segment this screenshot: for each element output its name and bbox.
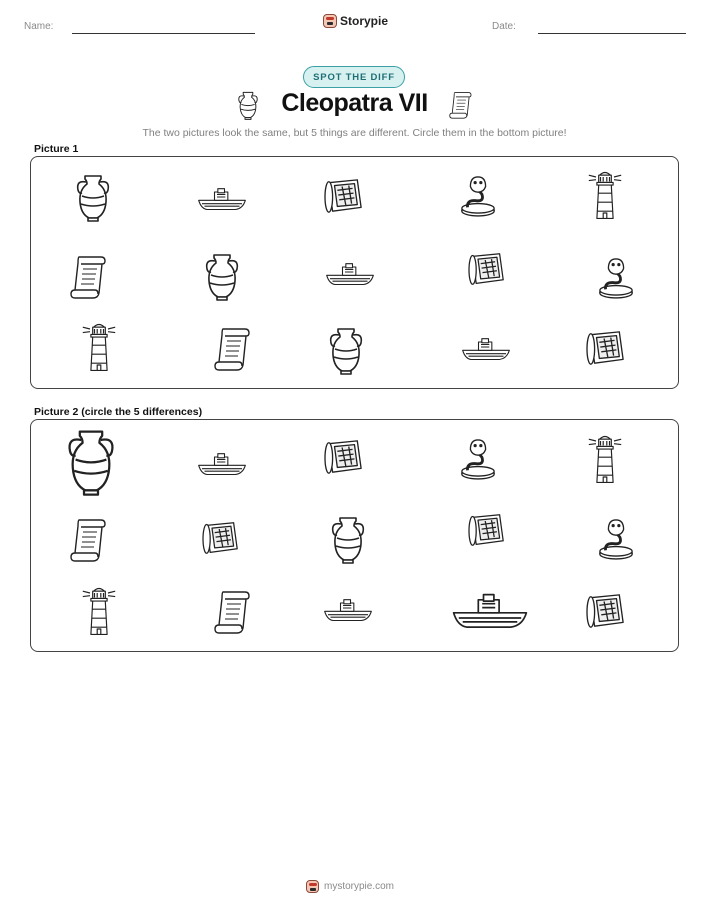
scroll-icon (69, 253, 109, 301)
spot-the-diff-badge: SPOT THE DIFF (303, 66, 405, 88)
papyrus-map-icon (201, 520, 241, 556)
lighthouse-icon (81, 320, 117, 374)
scroll-icon (69, 516, 109, 564)
picture-1-panel (30, 156, 679, 389)
papyrus-map-icon (323, 177, 365, 215)
name-label: Name: (24, 21, 54, 32)
name-field[interactable] (72, 33, 255, 34)
boat-icon (325, 262, 375, 287)
storypie-logo (323, 14, 388, 28)
vase-icon (61, 426, 121, 496)
brand-name: Storypie (340, 14, 389, 28)
vase-icon (325, 325, 367, 375)
cobra-icon (597, 255, 635, 299)
lighthouse-icon (81, 584, 117, 638)
boat-icon (323, 598, 373, 623)
vase-icon (327, 514, 369, 564)
picture-2-panel (30, 419, 679, 652)
storypie-mascot-icon (323, 14, 337, 28)
lighthouse-icon (587, 167, 623, 223)
boat-icon (197, 187, 247, 212)
footer-url[interactable]: mystorypie.com (324, 881, 395, 892)
picture-2-label: Picture 2 (circle the 5 differences) (34, 406, 203, 418)
boat-icon (197, 452, 247, 477)
date-label: Date: (492, 21, 516, 32)
scroll-icon (213, 588, 253, 636)
papyrus-map-icon (467, 512, 507, 548)
picture-1-label: Picture 1 (34, 143, 79, 155)
instructions: The two pictures look the same, but 5 things are different. Circle them in the bottom picture! (142, 127, 567, 139)
storypie-mascot-icon (306, 880, 319, 893)
papyrus-map-icon (585, 329, 627, 367)
vase-icon (201, 251, 243, 301)
lighthouse-icon (587, 432, 623, 486)
page-title: Cleopatra VII (281, 89, 428, 117)
boat-icon (461, 337, 511, 362)
footer (306, 880, 394, 893)
papyrus-map-icon (323, 438, 365, 476)
cobra-icon (597, 516, 635, 560)
vase-icon (71, 172, 115, 222)
cobra-icon (459, 173, 497, 217)
date-field[interactable] (538, 33, 686, 34)
papyrus-map-icon (467, 251, 507, 287)
boat-icon (451, 592, 529, 631)
papyrus-map-icon (585, 592, 627, 630)
scroll-icon (213, 325, 253, 373)
scroll-icon (446, 90, 476, 120)
cobra-icon (459, 436, 497, 480)
